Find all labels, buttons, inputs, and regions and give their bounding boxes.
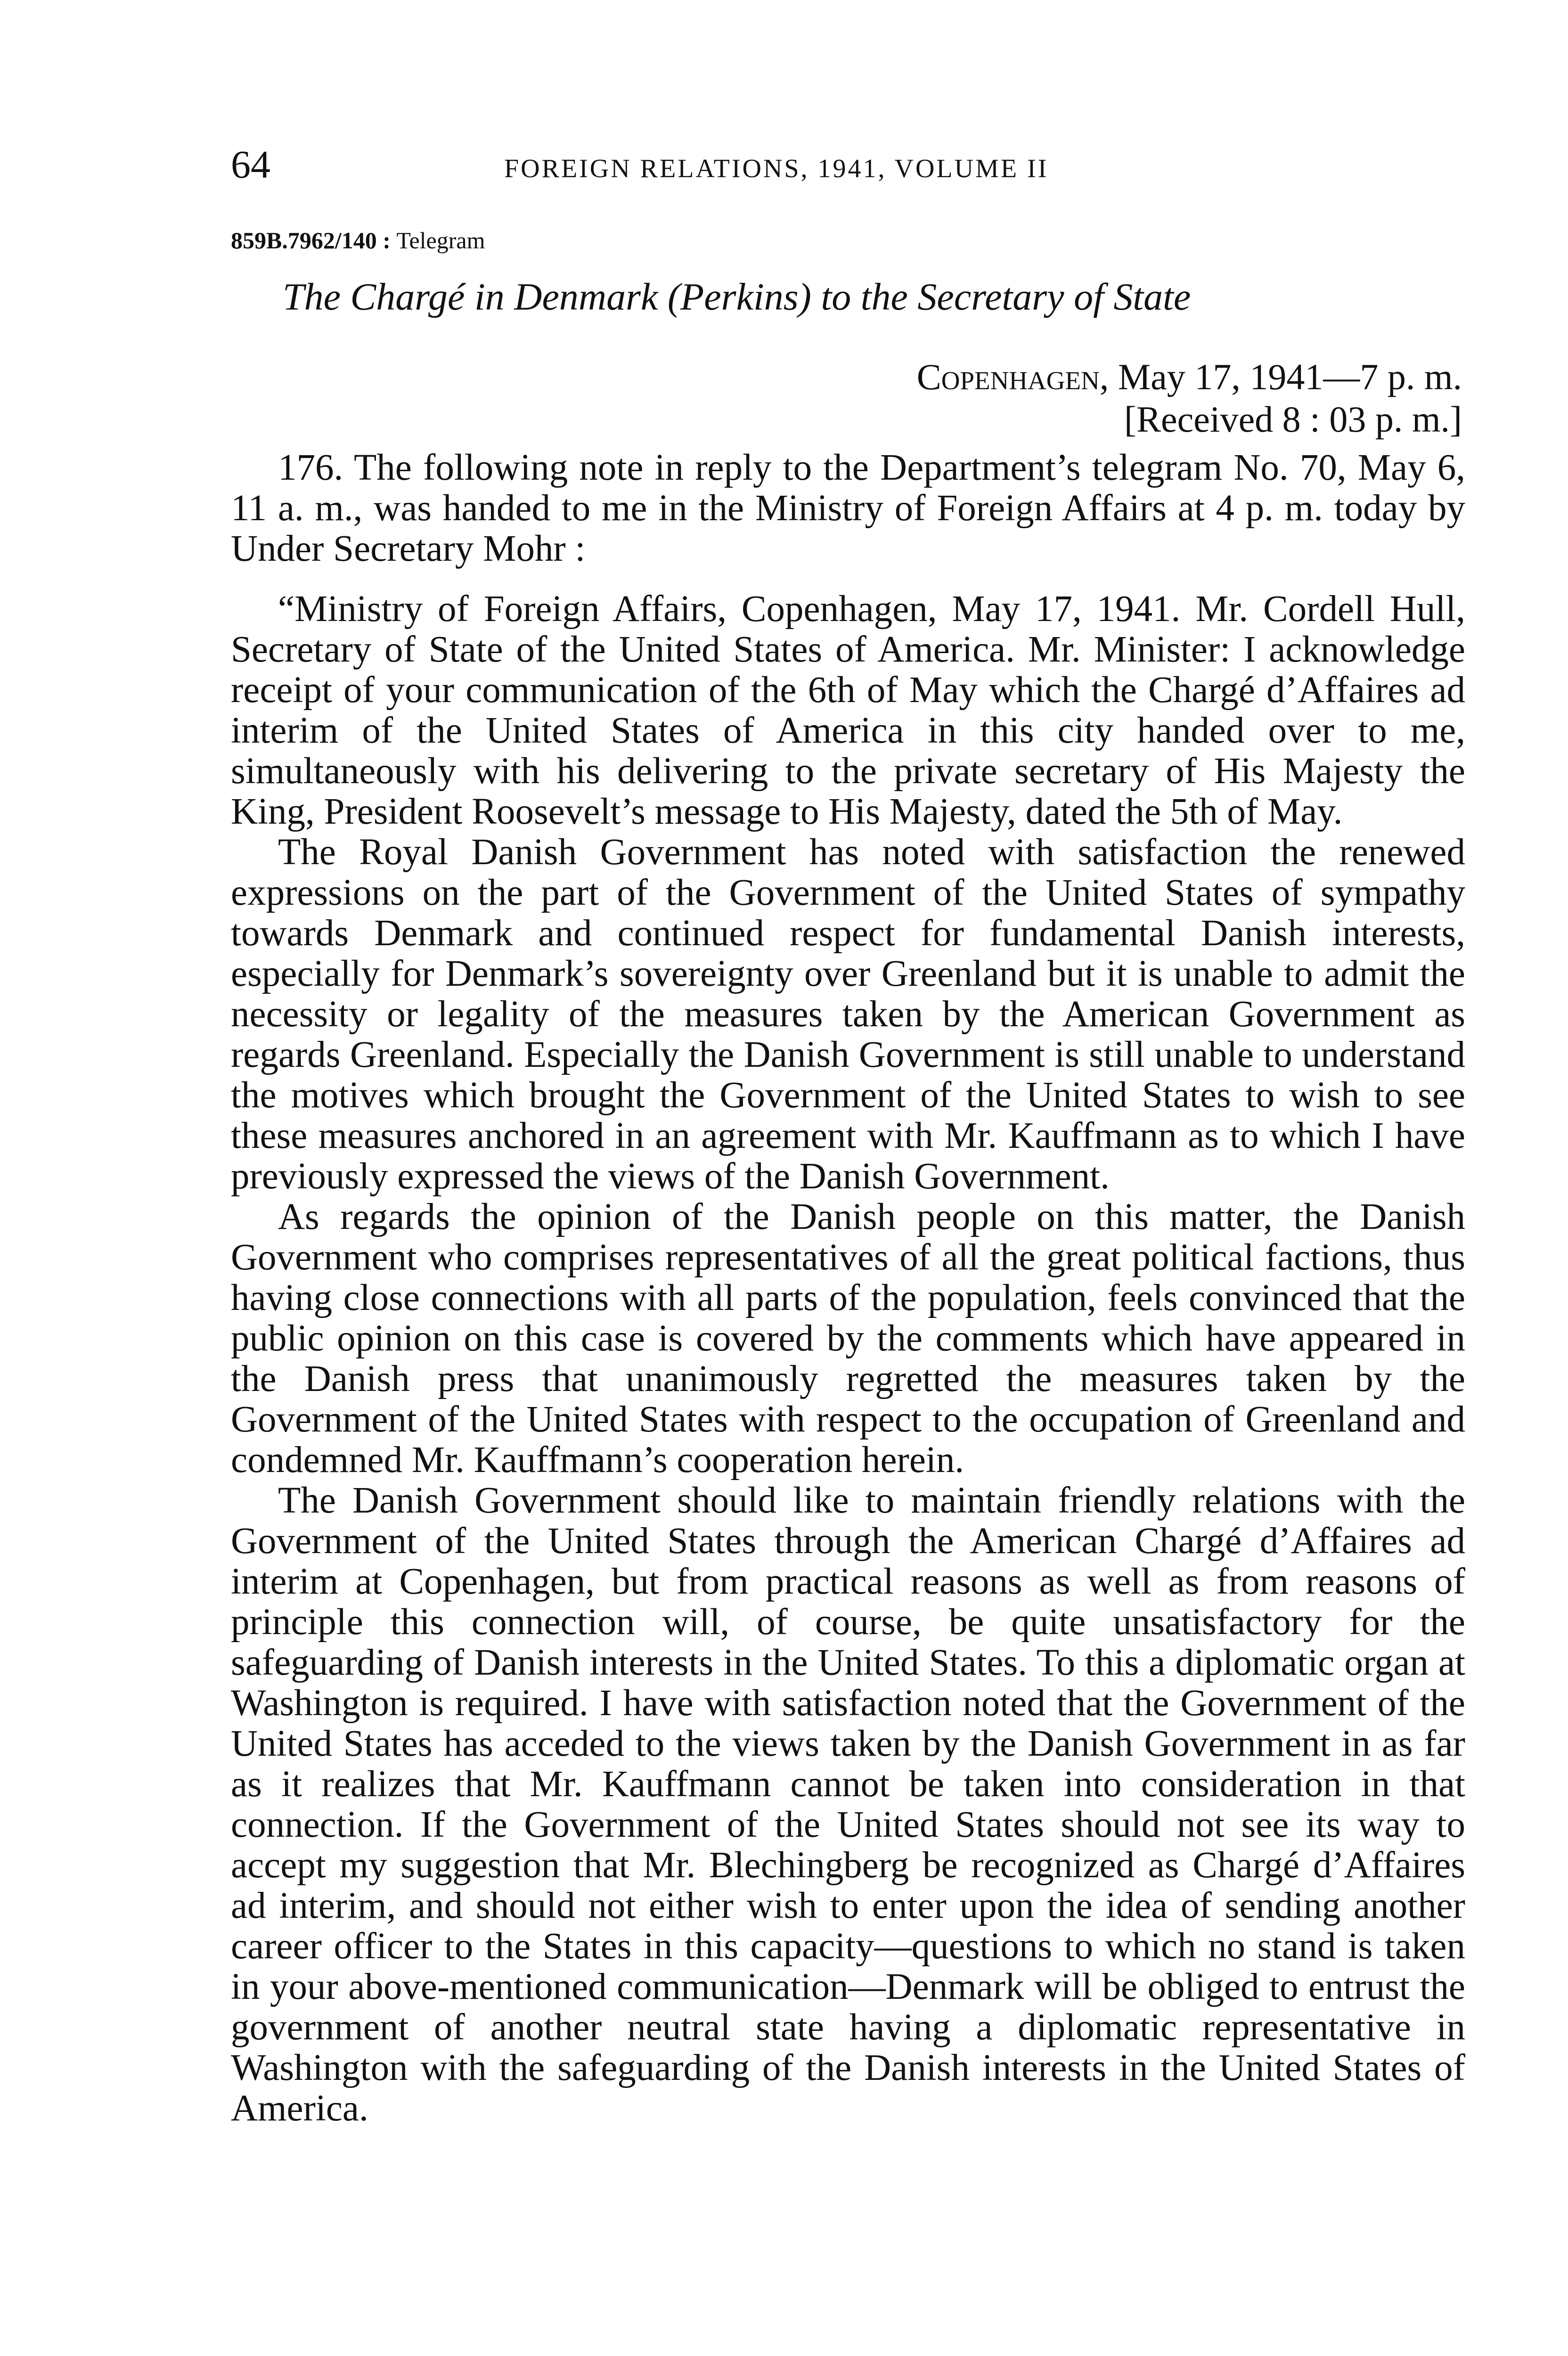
paragraph-quote-opening: “Ministry of Foreign Affairs, Copenhagen, May 17, 1941. Mr. Cordell Hull, Secretary of State of the United States of America. Mr. Minister: I acknowledge receipt of your communication of the 6th of May which the Chargé d’Affaires ad interim of the United States of America in this city handed over to me, simultaneously with his delivering to the private secretary of His Majesty the King, President Roosevelt’s message to His Majesty, dated the 5th of May. bbox=[231, 589, 1465, 832]
paragraph-diplomatic-relations: The Danish Government should like to maintain friendly relations with the Government of the United States through the American Chargé d’Affaires ad interim at Copenhagen, but from practical reasons as well as from reasons of principle this connection will, of course, be quite unsatisfactory for the safeguarding of Danish interests in the United States. To this a diplomatic organ at Washington is required. I have with satisfaction noted that the Government of the United States has acceded to the views taken by the Danish Government in as far as it realizes that Mr. Kauffmann cannot be taken into consideration in that connection. If the Government of the United States should not see its way to accept my suggestion that Mr. Blechingberg be recognized as Chargé d’Affaires ad interim, and should not either wish to enter upon the idea of sending another career officer to the States in this capacity—questions to which no stand is taken in your above-mentioned communication—Denmark will be obliged to entrust the government of another neutral state having a diplomatic representative in Washington with the safeguarding of the Danish interests in the United States of America. bbox=[231, 1480, 1465, 2129]
dateline bbox=[917, 356, 1462, 398]
file-type: Telegram bbox=[396, 227, 485, 254]
telegram-body bbox=[231, 448, 1465, 2129]
received-line: [Received 8 : 03 p. m.] bbox=[1124, 399, 1462, 440]
paragraph-public-opinion: As regards the opinion of the Danish people on this matter, the Danish Government who comprises representatives of all the great political factions, thus having close connections with all parts of the population, feels convinced that the public opinion on this case is covered by the comments which have appeared in the Danish press that unanimously regretted the measures taken by the Government of the United States with respect to the occupation of Greenland and condemned Mr. Kauffmann’s cooperation herein. bbox=[231, 1196, 1465, 1481]
dateline-place: Copenhagen bbox=[916, 356, 1100, 397]
document-heading: The Chargé in Denmark (Perkins) to the Secretary of State bbox=[283, 275, 1191, 318]
dateline-separator: , bbox=[1099, 356, 1118, 397]
file-number: 859B.7962/140 bbox=[231, 227, 377, 254]
dateline-date: May 17, 1941—7 p. m. bbox=[1118, 356, 1462, 397]
page-number: 64 bbox=[231, 143, 270, 187]
file-reference bbox=[231, 224, 485, 257]
running-head bbox=[231, 141, 1465, 193]
paragraph-greenland-measures: The Royal Danish Government has noted with satisfaction the renewed expressions on the part of the Government of the United States of sympathy towards Denmark and continued respect for fundamental Danish interests, especially for Denmark’s sovereignty over Greenland but it is unable to admit the necessity or legality of the measures taken by the American Government as regards Greenland. Especially the Danish Government is still unable to understand the motives which brought the Government of the United States to wish to see these measures anchored in an agreement with Mr. Kauffmann as to which I have previously expressed the views of the Danish Government. bbox=[231, 832, 1465, 1197]
paragraph-intro: 176. The following note in reply to the Department’s telegram No. 70, May 6, 11 a. m., was handed to me in the Ministry of Foreign Affairs at 4 p. m. today by Under Secretary Mohr : bbox=[231, 447, 1465, 569]
file-ref-separator: : bbox=[376, 227, 397, 254]
running-title: FOREIGN RELATIONS, 1941, VOLUME II bbox=[504, 154, 1049, 183]
